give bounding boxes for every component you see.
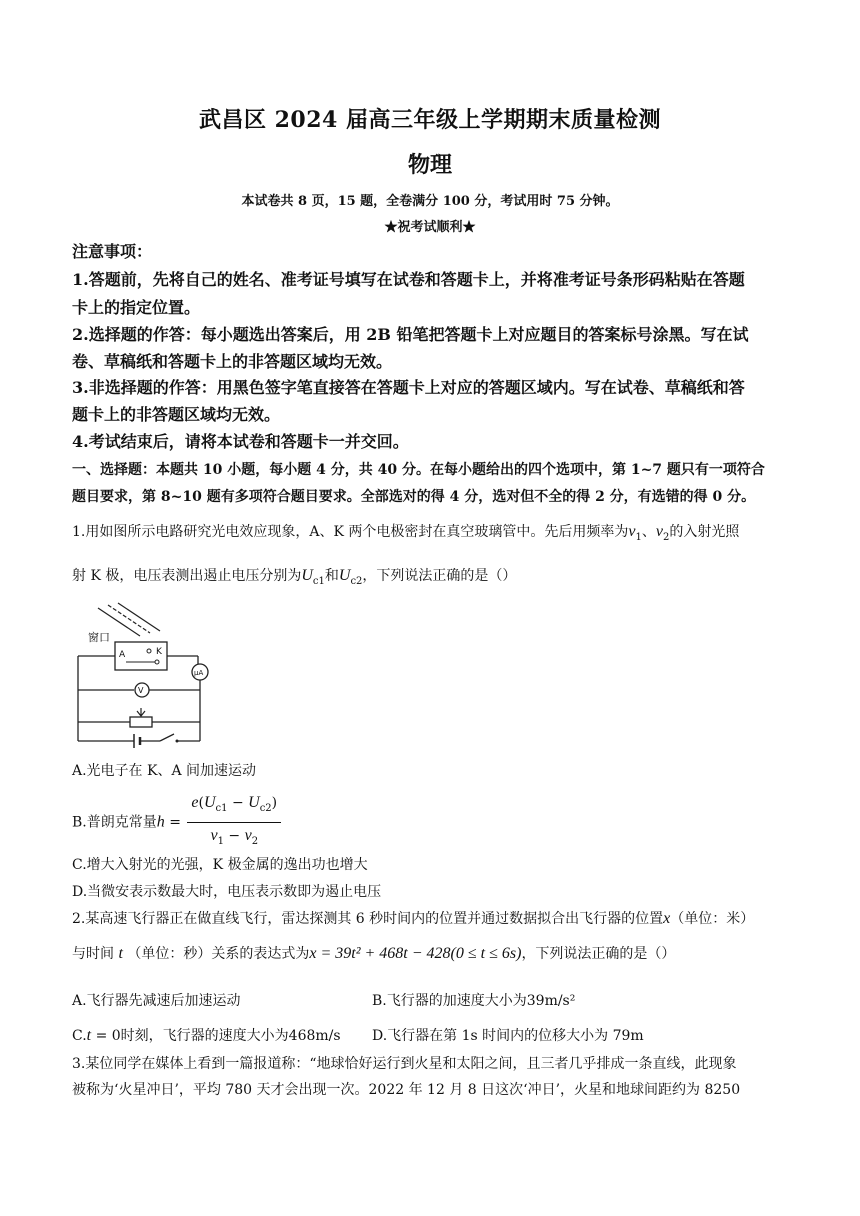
note-3a: 3.非选择题的作答：用黑色签字笔直接答在答题卡上对应的答题区域内。写在试卷、草稿纸和答 <box>72 378 745 397</box>
q3-stem-line2: 被称为‘火星冲日’，平均 780 天才会出现一次。2022 年 12 月 8 日这次‘冲日’，火星和地球间距约为 8250 <box>72 1082 741 1098</box>
rheostat <box>130 717 152 727</box>
section-instruction-1: 一、选择题：本题共 10 小题，每小题 4 分，共 40 分。在每小题给出的四个选项中，第 1~7 题只有一项符合 <box>72 462 765 478</box>
note-3b: 题卡上的非答题区域均无效。 <box>72 405 281 424</box>
q3-stem-line1: 3.某位同学在媒体上看到一篇报道称：“地球恰好运行到火星和太阳之间，且三者几乎排成一条直线，此现象 <box>72 1056 737 1072</box>
q2-stem-line1: 2.某高速飞行器正在做直线飞行，雷达探测其 6 秒时间内的位置并通过数据拟合出飞行器的位置x（单位：米） <box>72 910 755 927</box>
q1-circuit-diagram <box>70 600 220 752</box>
q2-option-a: A.飞行器先减速后加速运动 <box>72 993 241 1009</box>
q2-option-c: C.t = 0时刻，飞行器的速度大小为468m/s <box>72 1027 341 1044</box>
q2-option-b: B.飞行器的加速度大小为39m/s² <box>372 993 576 1009</box>
section-instruction-2: 题目要求，第 8~10 题有多项符合题目要求。全部选对的得 4 分，选对但不全的得 2 分，有选错的得 0 分。 <box>72 489 756 505</box>
q2-equation: x = 39t² + 468t − 428(0 ≤ t ≤ 6s) <box>309 945 522 962</box>
exam-info: 本试卷共 8 页，15 题，全卷满分 100 分，考试用时 75 分钟。 <box>241 194 619 209</box>
q2-stem-line2: 与时间 t （单位：秒）关系的表达式为x = 39t² + 468t − 428(0 ≤ t ≤ 6s)，下列说法正确的是（） <box>72 945 676 962</box>
exam-title: 武昌区 2024 届高三年级上学期期末质量检测 <box>198 107 662 133</box>
q1-option-d: D.当微安表示数最大时，电压表示数即为遏止电压 <box>72 884 382 900</box>
electrode-A-label: A <box>119 650 126 660</box>
q1-stem-line2: 射 K 极，电压表测出遏止电压分别为$U_{c1}$和$U_{c2}$，下列说法正确的是（） <box>72 567 517 587</box>
subject-title: 物理 <box>407 152 452 178</box>
q1-option-b: B.普朗克常量h = $\frac{e(U_{c1} - U_{c2})}{v_1 - v_2}$ <box>72 792 802 840</box>
microammeter-label: μA <box>194 669 204 677</box>
q1-option-a: A.光电子在 K、A 间加速运动 <box>72 763 257 779</box>
note-1a: 1.答题前，先将自己的姓名、准考证号填写在试卷和答题卡上，并将准考证号条形码粘贴在答题 <box>72 270 745 289</box>
light-ray <box>118 603 160 631</box>
q1-option-c: C.增大入射光的光强，K 极金属的逸出功也增大 <box>72 857 368 873</box>
note-2b: 卷、草稿纸和答题卡上的非答题区域均无效。 <box>72 352 393 371</box>
note-4: 4.考试结束后，请将本试卷和答题卡一并交回。 <box>72 432 409 451</box>
note-2a: 2.选择题的作答：每小题选出答案后，用 2B 铅笔把答题卡上对应题目的答案标号涂黑。写在试 <box>72 325 749 344</box>
electrode-K-label: K <box>156 647 162 657</box>
switch <box>160 734 174 741</box>
q2-option-d: D.飞行器在第 1s 时间内的位移大小为 79m <box>372 1028 644 1044</box>
notes-heading: 注意事项： <box>72 242 153 261</box>
q1-stem-line1: 1.用如图所示电路研究光电效应现象，A、K 两个电极密封在真空玻璃管中。先后用频率为$v_1$、$v_2$的入射光照 <box>72 523 740 543</box>
rheostat-slider <box>137 708 145 716</box>
voltmeter-label: V <box>138 686 144 695</box>
exam-wish: ★祝考试顺利★ <box>384 220 476 235</box>
note-1b: 卡上的指定位置。 <box>72 298 201 317</box>
window-label: 窗口 <box>88 631 110 644</box>
